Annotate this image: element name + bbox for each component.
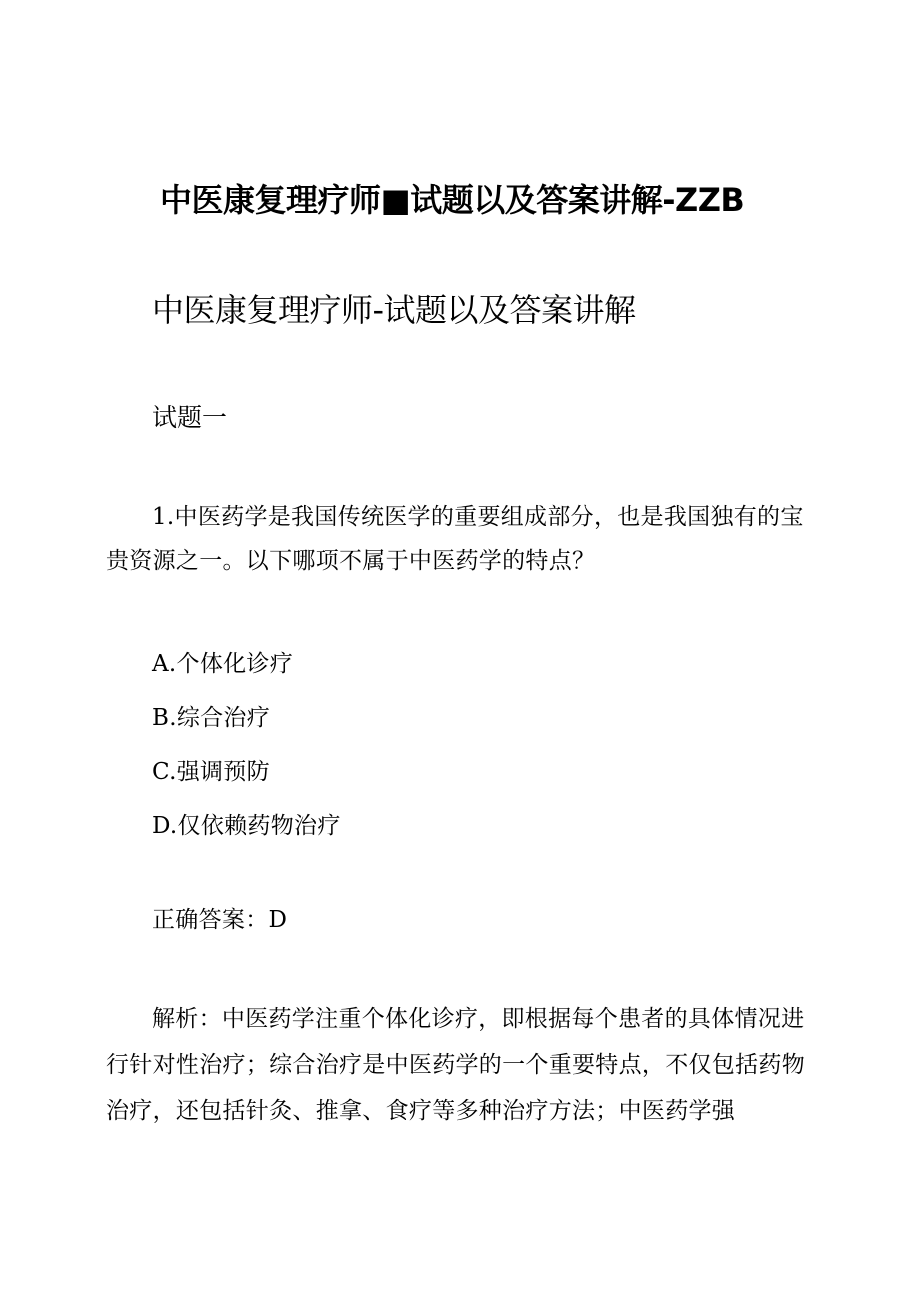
correct-answer: 正确答案：D — [152, 907, 288, 933]
question-text: 1.中医药学是我国传统医学的重要组成部分，也是我国独有的宝贵资源之一。以下哪项不属于中医药学的特点？ — [106, 504, 804, 574]
analysis-text: 解析：中医药学注重个体化诊疗，即根据每个患者的具体情况进行针对性治疗；综合治疗是中医药学的一个重要特点，不仅包括药物治疗，还包括针灸、推拿、食疗等多种治疗方法；中医药学强 — [106, 1006, 805, 1124]
option-list — [152, 642, 752, 858]
option-a: A.个体化诊疗 — [152, 651, 294, 677]
document-subtitle: 中医康复理疗师-试题以及答案讲解 — [152, 291, 636, 329]
option-c: C.强调预防 — [152, 759, 270, 785]
option-d: D.仅依赖药物治疗 — [152, 813, 341, 839]
section-heading: 试题一 — [152, 403, 228, 432]
document-title: 中医康复理疗师■试题以及答案讲解-ZZB — [160, 181, 745, 219]
option-b: B.综合治疗 — [152, 705, 271, 731]
